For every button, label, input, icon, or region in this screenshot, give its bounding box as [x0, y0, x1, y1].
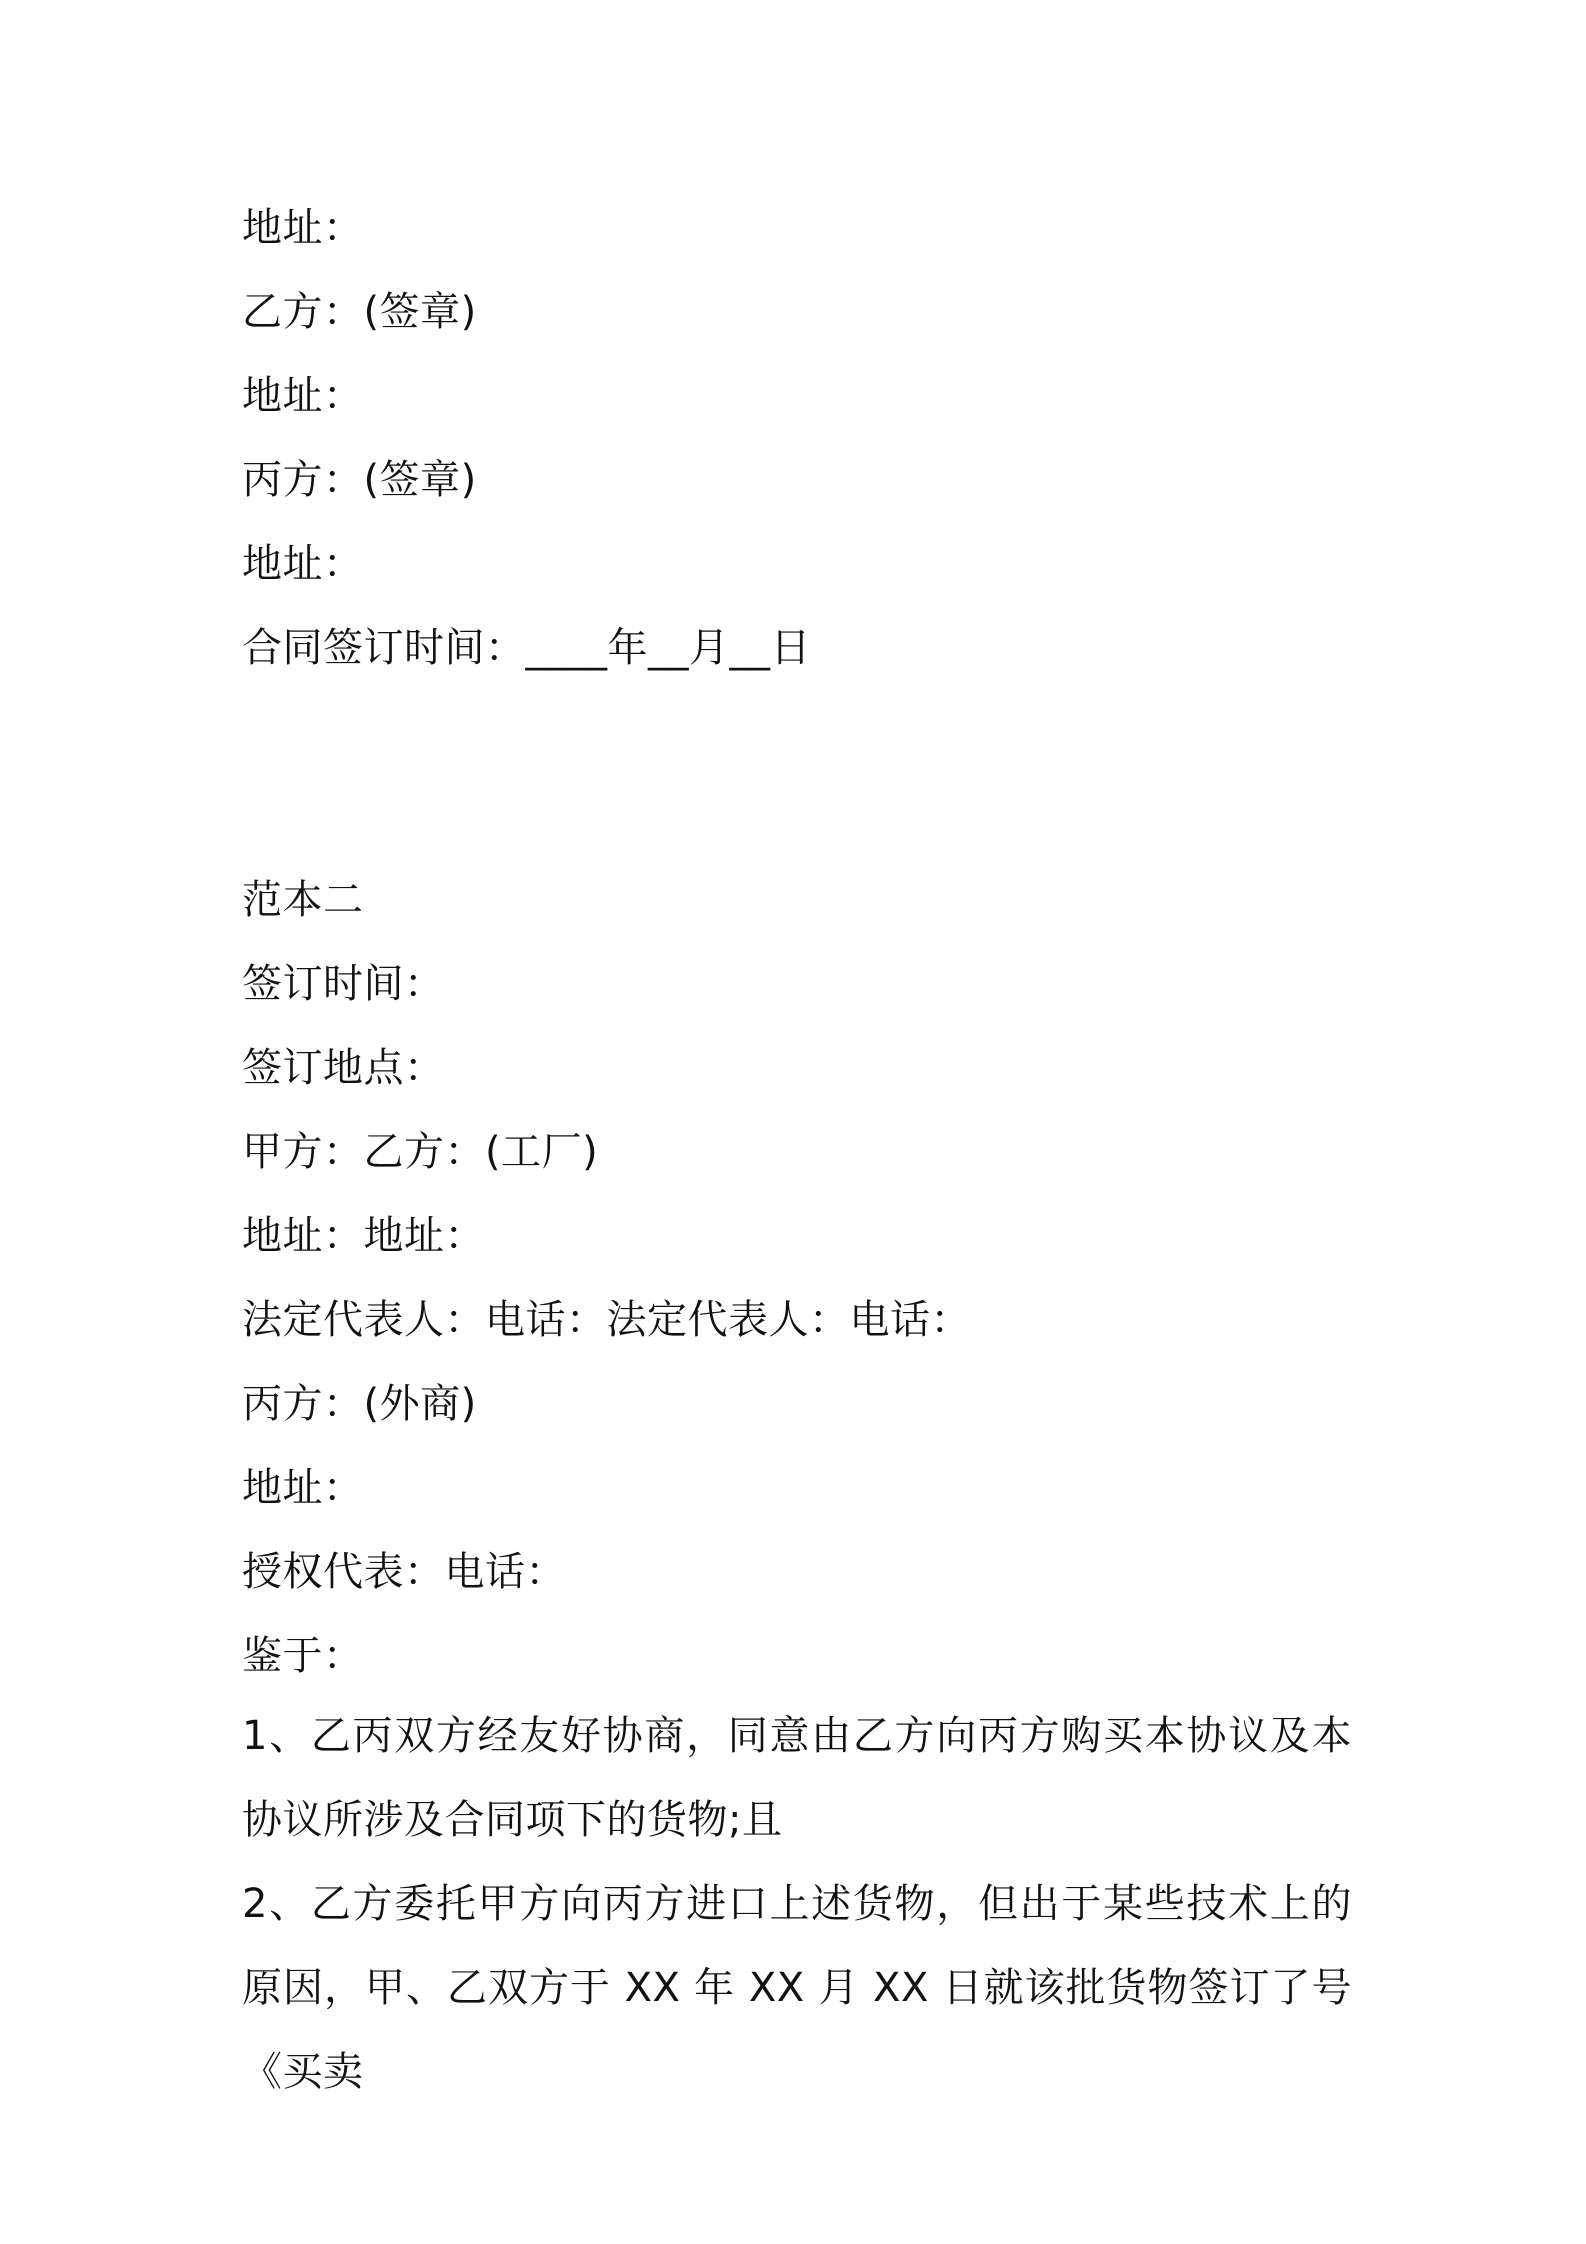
clause-1-paragraph: 1、乙丙双方经友好协商，同意由乙方向丙方购买本协议及本协议所涉及合同项下的货物;且: [242, 1713, 1352, 1843]
clause-2-paragraph: 2、乙方委托甲方向丙方进口上述货物，但出于某些技术上的原因，甲、乙双方于 XX 年 XX 月 XX 日就该批货物签订了号《买卖: [242, 1881, 1352, 2095]
address-label-3: 地址：: [242, 541, 364, 587]
address-label-2: 地址：: [242, 373, 364, 419]
authorized-representative-line: 授权代表：电话：: [242, 1549, 566, 1595]
whereas-label: 鉴于：: [242, 1633, 364, 1679]
contract-date-line: 合同签订时间：____年__月__日: [242, 625, 811, 671]
legal-representatives-line: 法定代表人：电话：法定代表人：电话：: [242, 1297, 971, 1343]
party-c-signature-label: 丙方：(签章): [242, 457, 477, 503]
party-b-signature-label: 乙方：(签章): [242, 289, 477, 335]
addresses-line: 地址：地址：: [242, 1213, 485, 1259]
section-heading: 范本二: [242, 877, 364, 923]
address-label-1: 地址：: [242, 205, 364, 251]
party-c-foreign-label: 丙方：(外商): [242, 1381, 477, 1427]
address-label-4: 地址：: [242, 1465, 364, 1511]
signing-time-label: 签订时间：: [242, 961, 445, 1007]
signing-place-label: 签订地点：: [242, 1045, 445, 1091]
parties-line: 甲方：乙方：(工厂): [242, 1129, 599, 1175]
